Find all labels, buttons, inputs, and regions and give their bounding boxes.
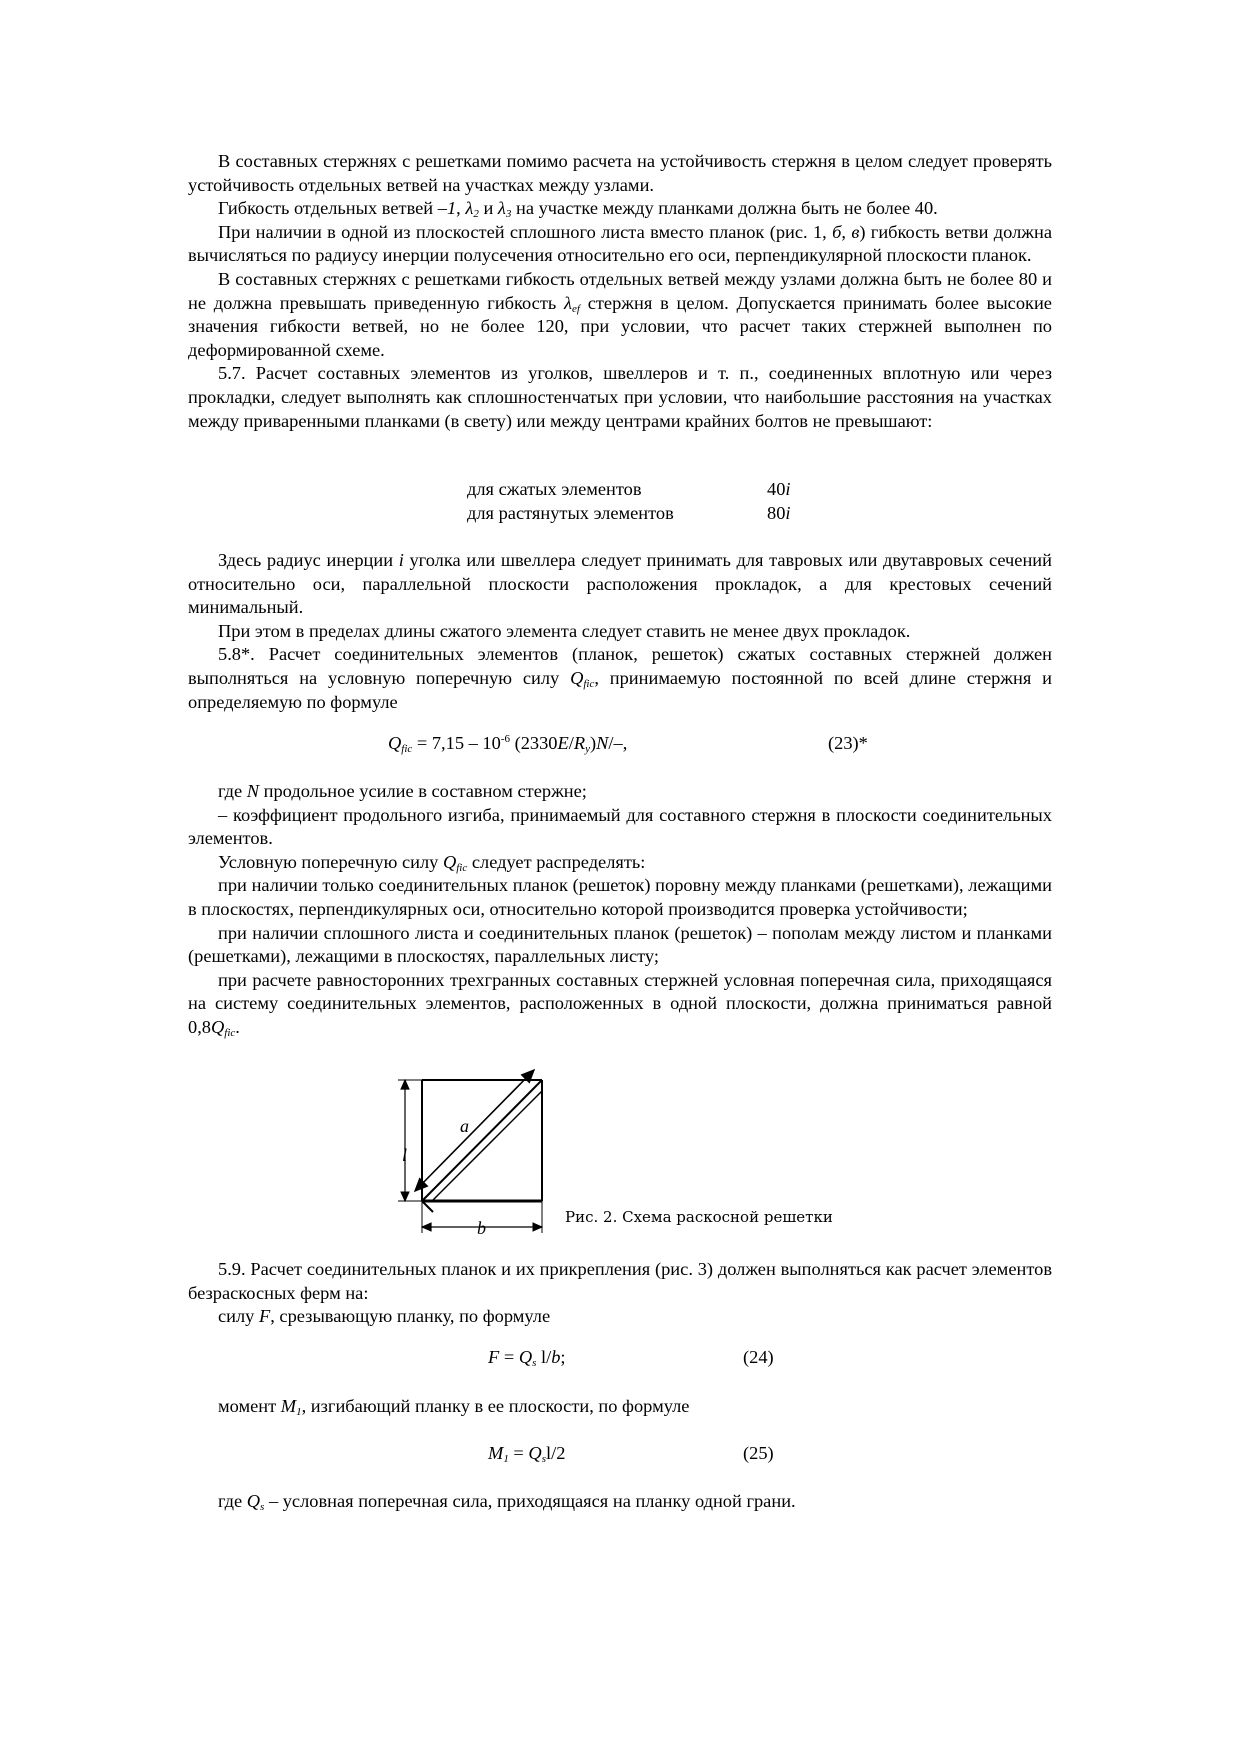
text-last [188, 1490, 1052, 1514]
formula-23-number: (23)* [828, 733, 868, 753]
text-moment [188, 1395, 1052, 1419]
formula-24 [188, 1346, 1052, 1370]
corner-tick [422, 1201, 433, 1212]
text-section-top [188, 150, 1052, 433]
text-section-bottom [188, 1258, 1052, 1329]
paragraph-spacers: При этом в пределах длины сжатого элемента следует ставить не менее двух прокладок. [218, 620, 911, 641]
criteria-label: для сжатых элементов [467, 479, 642, 499]
paragraph-force: силу F, срезывающую планку, по формуле [218, 1306, 551, 1327]
paragraph-5-8: 5.8*. Расчет соединительных элементов (планок, решеток) сжатых составных стержней должен выполняться на условную поперечную силу $Q_{fic}$, принимаемую постоянной по всей длине стержня и определяемую по формуле [188, 644, 1052, 712]
label-b: b [477, 1218, 486, 1238]
criteria-label: для растянутых элементов [467, 502, 674, 523]
paragraph-1: В составных стержнях с решетками помимо расчета на устойчивость стержня в целом следует проверять устойчивость отдельных ветвей на участках между узлами. [188, 151, 1052, 195]
paragraph-case-1: при наличии только соединительных планок (решеток) поровну между планками (решетками), лежащими в плоскостях, перпендикулярных оси, относительно которой производится проверка устойчивости; [188, 875, 1052, 919]
dimension-a-arrow [415, 1070, 534, 1191]
text-section-after-23 [188, 780, 1052, 1040]
criteria-list [188, 478, 1052, 525]
label-a: a [460, 1116, 469, 1136]
formula-25 [188, 1442, 1052, 1466]
text-section-mid [188, 549, 1052, 714]
figure-caption: Рис. 2. Схема раскосной решетки [565, 1208, 833, 1226]
paragraph-phi: – коэффициент продольного изгиба, принимаемый для составного стержня в плоскости соединительных элементов. [188, 804, 1052, 849]
formula-25-expression: $M_1 = Q_sl/2$ [488, 1443, 566, 1465]
paragraph-4: В составных стержнях с решетками гибкость отдельных ветвей между узлами должна быть не более 80 и не должна превышать приведенную гибкость $\lambda_{ef}$ стержня в целом. Допускается принимать более высокие значения гибкости ветвей, но не более 120, при условии, что расчет таких стержней выполнен по деформированной схеме. [188, 268, 1052, 360]
paragraph-5-7: 5.7. Расчет составных элементов из уголков, швеллеров и т. п., соединенных вплотную или через прокладки, следует выполнять как сплошностенчатых при условии, что наибольшие расстояния на участках между приваренными планками (в свету) или между центрами крайних болтов не превышают: [188, 363, 1052, 431]
paragraph-where-Qs: где $Q_s$ – условная поперечная сила, приходящаяся на планку одной грани. [218, 1491, 796, 1513]
criteria-row [188, 478, 1052, 502]
criteria-value: 40i [767, 479, 791, 499]
brace-line [432, 1091, 542, 1201]
paragraph-case-3: при расчете равносторонних трехгранных составных стержней условная поперечная сила, приходящаяся на систему соединительных элементов, расположенных в одной плоскости, должна приниматься равной $0,8Q_{fic}$. [188, 969, 1052, 1039]
paragraph-where-N: где N продольное усилие в составном стержне; [218, 781, 587, 801]
formula-24-number: (24) [743, 1347, 774, 1367]
criteria-value: 80i [767, 502, 791, 523]
paragraph-radius: Здесь радиус инерции i уголка или швеллера следует принимать для тавровых или двутавровых сечений относительно оси, параллельной плоскости расположения прокладок, а для крестовых сечений минимальный. [188, 550, 1052, 618]
paragraph-distribute: Условную поперечную силу $Q_{fic}$ следует распределять: [218, 851, 646, 874]
formula-23 [188, 732, 1052, 756]
formula-23-expression: $Q_{fic} = 7,15 - 10^{-6}$ $(2330E/R_y)N/-$, [388, 733, 628, 755]
criteria-row [188, 502, 1052, 526]
formula-25-number: (25) [743, 1443, 774, 1463]
brace-line [422, 1080, 542, 1201]
paragraph-case-2: при наличии сплошного листа и соединительных планок (решеток) – пополам между листом и планками (решетками), лежащими в плоскостях, параллельных листу; [188, 922, 1052, 967]
paragraph-2: Гибкость отдельных ветвей –1, $\lambda_2$ и $\lambda_3$ на участке между планками должна быть не более 40. [218, 198, 938, 221]
paragraph-moment: момент $M_1$, изгибающий планку в ее плоскости, по формуле [218, 1396, 690, 1418]
paragraph-5-9: 5.9. Расчет соединительных планок и их прикрепления (рис. 3) должен выполняться как расчет элементов безраскосных ферм на: [188, 1259, 1052, 1303]
formula-24-expression: $F = Q_s$ l/b; [488, 1347, 566, 1369]
label-l: l [402, 1145, 408, 1165]
paragraph-3: При наличии в одной из плоскостей сплошного листа вместо планок (рис. 1, б, в) гибкость ветви должна вычисляться по радиусу инерции полусечения относительно его оси, перпендикулярной плоскости планок. [188, 221, 1052, 266]
